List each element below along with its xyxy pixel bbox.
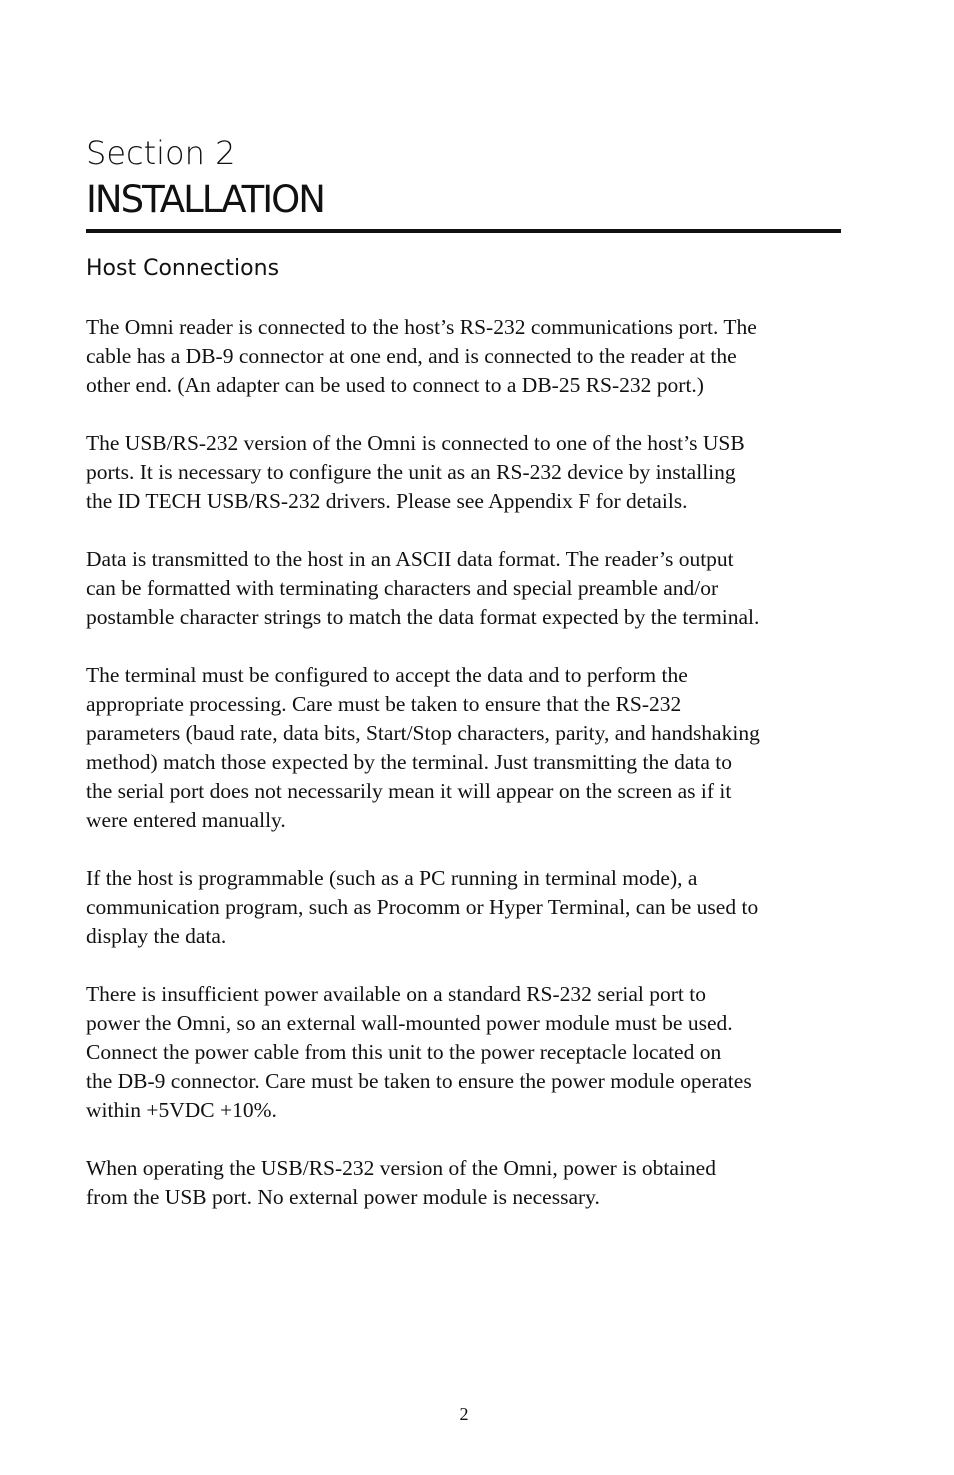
body-text <box>86 313 846 1241</box>
paragraph-5: If the host is programmable (such as a PC running in terminal mode), a communication program, such as Procomm or Hyper Terminal, can be used to display the data. <box>86 866 759 948</box>
paragraph-3: Data is transmitted to the host in an ASCII data format. The reader’s output can be formatted with terminating characters and special preamble and/or postamble character strings to match the data format expected by the terminal. <box>86 547 760 629</box>
paragraph-6: There is insufficient power available on a standard RS-232 serial port to power the Omni, so an external wall-mounted power module must be used. Connect the power cable from this unit to the power receptacle located on the DB-9 connector. Care must be taken to ensure the power module operates within +5VDC +10%. <box>86 982 752 1122</box>
paragraph-4: The terminal must be configured to accept the data and to perform the appropriate processing. Care must be taken to ensure that the RS-232 parameters (baud rate, data bits, Start/Stop characters, parity, and handshaking method) match those expected by the terminal. Just transmitting the data to the serial port does not necessarily mean it will appear on the screen as if it were entered manually. <box>86 663 760 832</box>
title-divider <box>86 229 841 233</box>
paragraph-1: The Omni reader is connected to the host’s RS-232 communications port. The cable has a DB-9 connector at one end, and is connected to the reader at the other end. (An adapter can be used to connect to a DB-25 RS-232 port.) <box>86 315 757 397</box>
subheading: Host Connections <box>86 256 280 281</box>
section-title: INSTALLATION <box>86 178 324 221</box>
paragraph-7: When operating the USB/RS-232 version of the Omni, power is obtained from the USB port. No external power module is necessary. <box>86 1156 716 1209</box>
paragraph-2: The USB/RS-232 version of the Omni is connected to one of the host’s USB ports. It is necessary to configure the unit as an RS-232 device by installing the ID TECH USB/RS-232 drivers. Please see Appendix F for details. <box>86 431 745 513</box>
page-number: 2 <box>459 1404 469 1424</box>
section-label: Section 2 <box>86 134 236 172</box>
